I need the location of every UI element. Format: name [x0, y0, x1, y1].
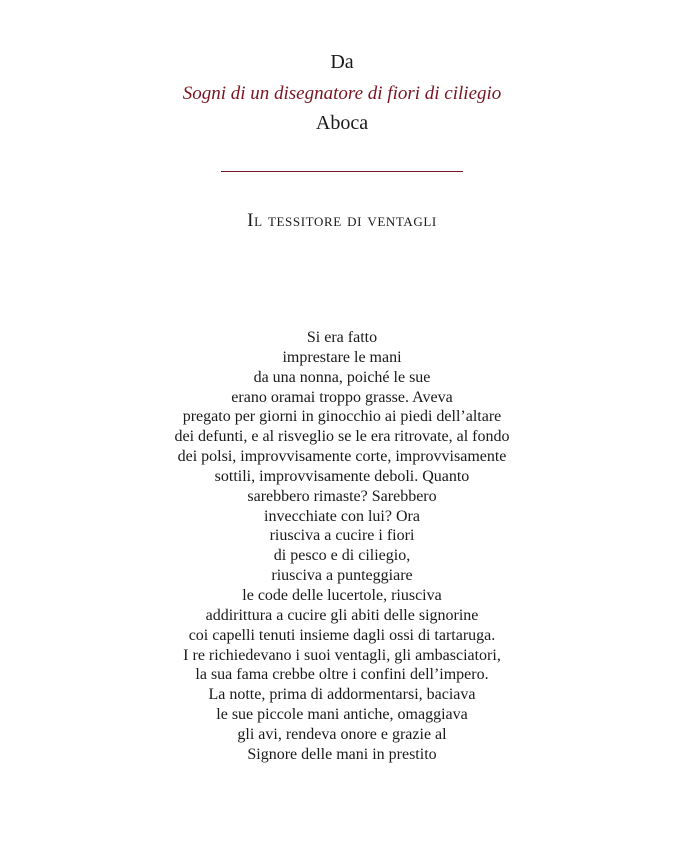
- poem-line: addirittura a cucire gli abiti delle signorine: [205, 606, 479, 624]
- source-prefix: Da: [330, 51, 354, 73]
- poem-line: sottili, improvvisamente deboli. Quanto: [214, 467, 470, 485]
- poem-line: da una nonna, poiché le sue: [253, 368, 431, 386]
- poem-title: Il tessitore di ventagli: [247, 210, 437, 231]
- divider-rule: [221, 171, 463, 172]
- poem-line: sarebbero rimaste? Sarebbero: [247, 487, 437, 505]
- poem-line: coi capelli tenuti insieme dagli ossi di tartaruga.: [188, 626, 496, 644]
- poem-line: riusciva a cucire i fiori: [269, 527, 415, 545]
- poem-line: le code delle lucertole, riusciva: [242, 586, 442, 604]
- poem-line: Si era fatto: [306, 329, 378, 346]
- poem-line: erano oramai troppo grasse. Aveva: [231, 388, 453, 406]
- poem-line: gli avi, rendeva onore e grazie al: [237, 725, 447, 743]
- publisher-name: Aboca: [315, 112, 369, 134]
- poem-line: dei defunti, e al risveglio se le era ritrovate, al fondo: [174, 428, 510, 446]
- poem-line: la sua fama crebbe oltre i confini dell’impero.: [195, 666, 489, 684]
- poem-body: [0, 328, 684, 765]
- poem-line: La notte, prima di addormentarsi, baciava: [208, 686, 476, 704]
- poem-line: imprestare le mani: [282, 348, 402, 366]
- poem-line: le sue piccole mani antiche, omaggiava: [216, 706, 468, 724]
- poem-line: di pesco e di ciliegio,: [273, 547, 411, 565]
- poem-line: pregato per giorni in ginocchio ai piedi dell’altare: [182, 408, 502, 426]
- poem-line: invecchiate con lui? Ora: [264, 507, 420, 525]
- poem-line: Signore delle mani in prestito: [247, 745, 437, 763]
- book-title: Sogni di un disegnatore di fiori di ciliegio: [182, 83, 502, 104]
- poem-line: I re richiedevano i suoi ventagli, gli ambasciatori,: [183, 646, 501, 664]
- poem-line: riusciva a punteggiare: [271, 567, 413, 585]
- poem-line: dei polsi, improvvisamente corte, improvvisamente: [177, 448, 507, 466]
